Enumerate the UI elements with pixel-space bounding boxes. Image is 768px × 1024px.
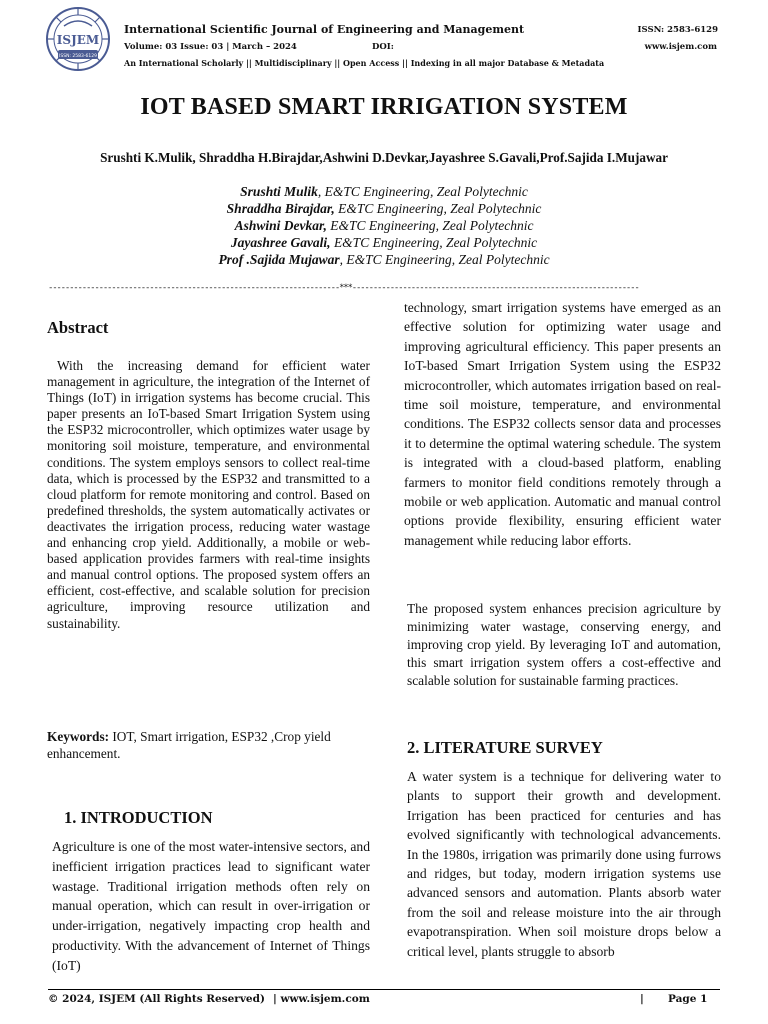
keywords-text: IOT, Smart irrigation, ESP32 ,Crop yield enhancement. <box>47 729 331 761</box>
author-affiliation: , E&TC Engineering, Zeal Polytechnic <box>317 184 528 199</box>
abstract-text: With the increasing demand for efficient water management in agriculture, the integration of the Internet of Things (IoT) in irrigation systems has become crucial. This paper presents an IoT-based Smart Irrigation System using the ESP32 microcontroller, which optimizes water usage by monitoring soil moisture, temperature, and environmental conditions. The system employs sensors to collect real-time data, which is processed by the ESP32 and transmitted to a cloud platform for remote monitoring and control. Based on predefined thresholds, the system automatically activates or deactivates the irrigation process, reducing water wastage and enhancing crop yield. Additionally, a mobile or web-based application provides farmers with real-time insights and manual control options. The proposed system offers an efficient, cost-effective, and scalable solution for precision agriculture, improving resource utilization and sustainability. <box>47 358 370 631</box>
introduction-continued: technology, smart irrigation systems have emerged as an effective solution for optimizing water usage and improving agricultural efficiency. This paper presents an IoT-based Smart Irrigation System using the ESP32 microcontroller, which automates irrigation based on real-time soil moisture, temperature, and environmental conditions. The ESP32 collects sensor data and processes it to determine the optimal watering schedule. The system is integrated with a cloud-based platform, enabling farmers to monitor field conditions remotely through a mobile or web application. Automatic and manual control options provide flexibility, ensuring efficient water management while reducing labor efforts. <box>404 300 721 548</box>
author-name: Jayashree Gavali, <box>230 235 331 250</box>
paper-title: IOT BASED SMART IRRIGATION SYSTEM <box>140 94 628 120</box>
authors-line: Srushti K.Mulik, Shraddha H.Birajdar,Ashwini D.Devkar,Jayashree S.Gavali,Prof.Sajida I.Mujawar <box>100 150 668 165</box>
affiliation-row <box>0 251 768 268</box>
author-name: Shraddha Birajdar, <box>226 201 335 216</box>
journal-tagline: An International Scholarly || Multidisciplinary || Open Access || Indexing in all major Database & Metadata <box>124 58 605 68</box>
author-name: Ashwini Devkar, <box>234 218 327 233</box>
literature-heading: 2. LITERATURE SURVEY <box>407 738 603 757</box>
footer-website[interactable]: | www.isjem.com <box>273 993 370 1005</box>
volume-issue: Volume: 03 Issue: 03 | March – 2024 <box>124 42 297 52</box>
affiliations <box>0 183 768 268</box>
author-name: Prof .Sajida Mujawar <box>218 252 340 267</box>
introduction-text: Agriculture is one of the most water-intensive sectors, and inefficient irrigation practices lead to significant water wastage. Traditional irrigation methods often rely on manual operation, which can result in over-irrigation or under-irrigation, negatively impacting crop health and productivity. With the advancement of Internet of Things (IoT) <box>52 839 370 973</box>
affiliation-row <box>0 183 768 200</box>
author-affiliation: E&TC Engineering, Zeal Polytechnic <box>330 235 538 250</box>
introduction-heading: 1. INTRODUCTION <box>64 808 213 827</box>
logo-issn: ISSN: 2583-6129 <box>59 54 97 59</box>
journal-website[interactable]: www.isjem.com <box>644 42 717 52</box>
doi-label: DOI: <box>372 42 394 52</box>
journal-logo <box>44 6 112 72</box>
author-name: Srushti Mulik <box>240 184 318 199</box>
keywords-label: Keywords: <box>47 729 110 744</box>
footer-separator: | <box>640 993 644 1005</box>
issn: ISSN: 2583-6129 <box>637 25 718 35</box>
footer-copyright: © 2024, ISJEM (All Rights Reserved) <box>48 993 265 1005</box>
journal-name: International Scientific Journal of Engineering and Management <box>124 23 525 36</box>
keywords <box>47 729 370 762</box>
literature-text: A water system is a technique for delivering water to plants to support their growth and development. Irrigation has been practiced for centuries and has evolved significantly with technological advancements. In the 1980s, irrigation was primarily done using furrows and ridges, but today, modern irrigation systems use advanced sensors and automation. Plants absorb water from the soil and release moisture into the air through evapotranspiration. When soil moisture drops below a critical level, plants struggle to absorb <box>407 769 721 959</box>
affiliation-row <box>0 234 768 251</box>
affiliation-row <box>0 200 768 217</box>
section-separator: ---------------------------------------------------------------------***-------------------------------------------------------------------- <box>48 283 639 293</box>
author-affiliation: , E&TC Engineering, Zeal Polytechnic <box>339 252 550 267</box>
affiliation-row <box>0 217 768 234</box>
abstract-heading: Abstract <box>47 318 109 337</box>
footer-rule <box>48 989 720 990</box>
introduction-paragraph-2: The proposed system enhances precision agriculture by minimizing water wastage, conserving energy, and improving crop yield. By leveraging IoT and automation, this smart irrigation system offers a cost-effective and scalable solution for sustainable farming practices. <box>407 601 721 688</box>
author-affiliation: E&TC Engineering, Zeal Polytechnic <box>334 201 542 216</box>
logo-text: ISJEM <box>56 33 100 47</box>
page-number: Page 1 <box>668 993 708 1005</box>
author-affiliation: E&TC Engineering, Zeal Polytechnic <box>326 218 534 233</box>
journal-header <box>0 0 768 76</box>
